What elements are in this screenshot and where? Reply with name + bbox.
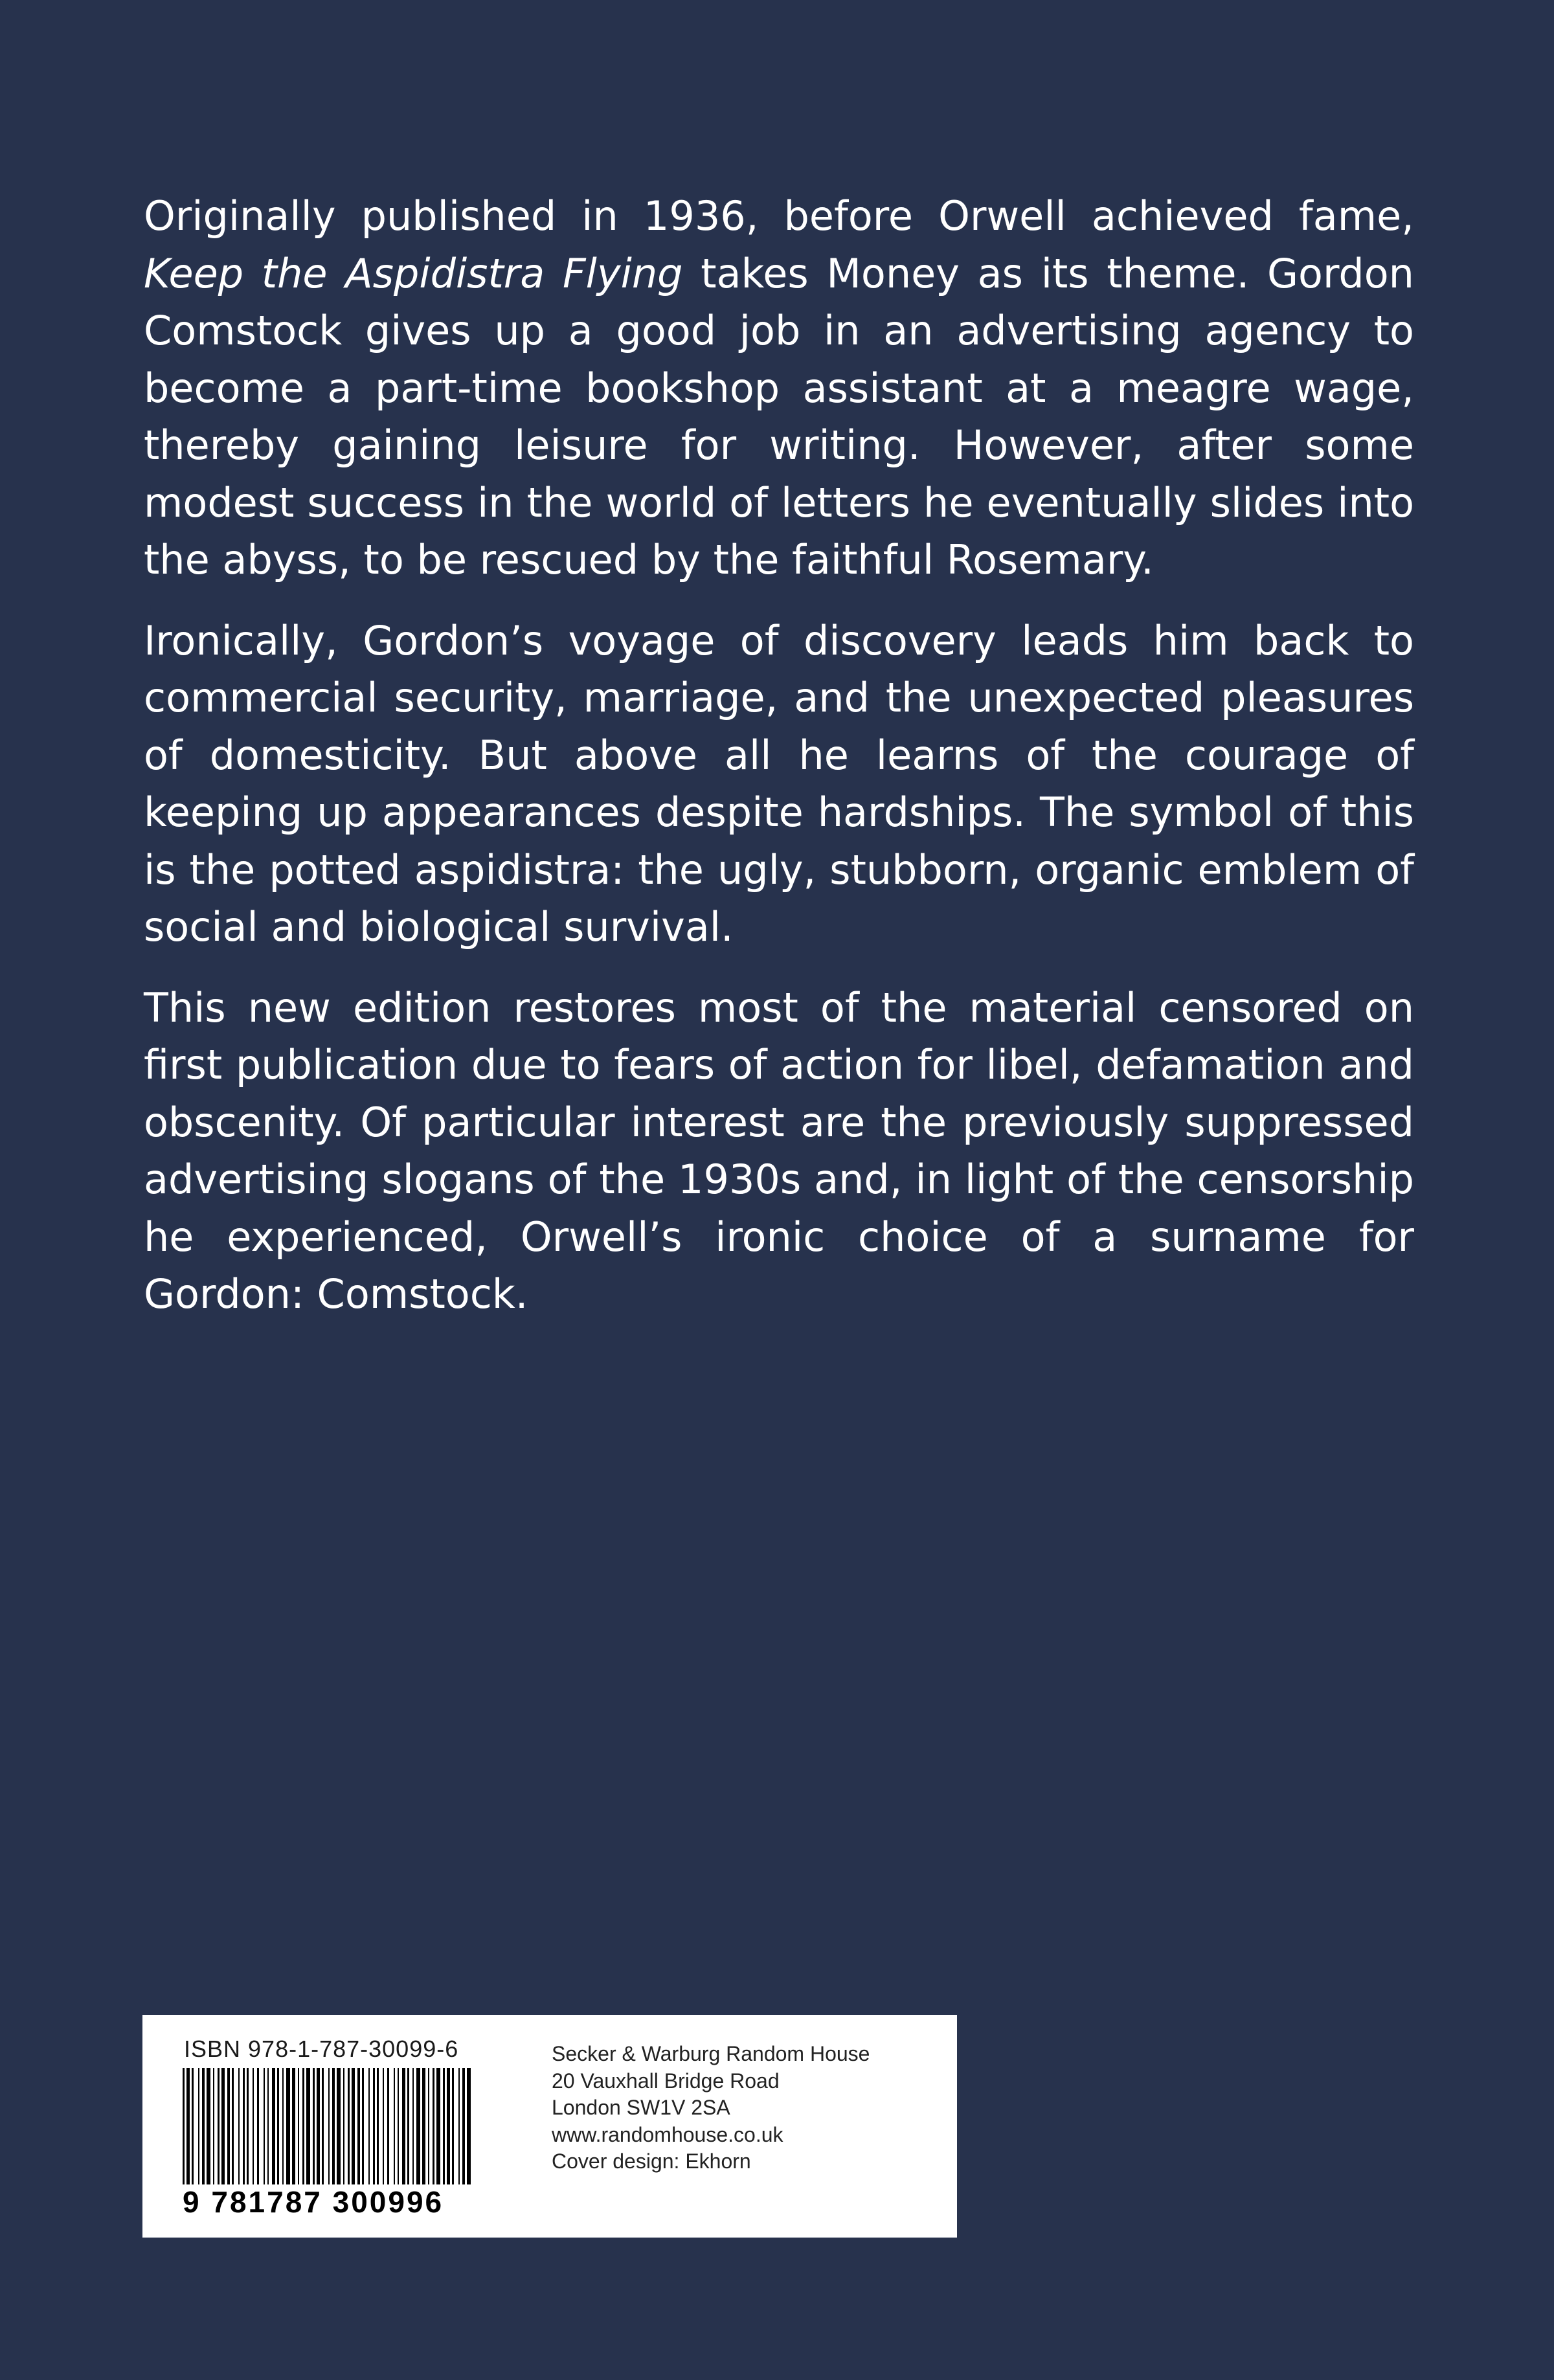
barcode-bar xyxy=(282,2068,284,2184)
barcode-bar xyxy=(332,2068,335,2184)
barcode-bar xyxy=(368,2068,370,2184)
barcode-bar xyxy=(292,2068,295,2184)
barcode-bar xyxy=(328,2068,330,2184)
publisher-address-line2: London SW1V 2SA xyxy=(552,2096,730,2119)
barcode-bar xyxy=(452,2068,454,2184)
barcode-bar xyxy=(264,2068,265,2184)
barcode-bar xyxy=(436,2068,440,2184)
barcode-bar xyxy=(343,2068,344,2184)
barcode-bar xyxy=(313,2068,315,2184)
barcode-bar xyxy=(286,2068,290,2184)
isbn-number: ISBN 978-1-787-30099-6 xyxy=(184,2036,459,2062)
barcode-bar xyxy=(458,2068,460,2184)
barcode-bar xyxy=(238,2068,240,2184)
barcode-bar xyxy=(402,2068,405,2184)
publisher-address-line1: 20 Vauxhall Bridge Road xyxy=(552,2069,780,2093)
publisher-info xyxy=(552,2041,870,2175)
barcode-bar xyxy=(207,2068,210,2184)
barcode-bar xyxy=(202,2068,205,2184)
barcode-bar xyxy=(243,2068,245,2184)
barcode-bar xyxy=(348,2068,350,2184)
barcode-bar xyxy=(394,2068,395,2184)
barcode-bar xyxy=(433,2068,434,2184)
blurb-paragraph-2: Ironically, Gordon’s voyage of discovery leads him back to commercial security, marriage, and the unexpected pleasures of domesticity. But above all he learns of the courage of keeping up appearances despite hardships. The symbol of this is the potted aspidistra: the ugly, stubborn, organic emblem of social and biological survival. xyxy=(144,616,1414,950)
barcode-bar xyxy=(443,2068,445,2184)
barcode-bar xyxy=(247,2068,249,2184)
barcode-bar xyxy=(428,2068,429,2184)
barcode-bar xyxy=(302,2068,304,2184)
barcode-digits: 9 781787 300996 xyxy=(183,2185,444,2219)
barcode-bar xyxy=(352,2068,355,2184)
back-cover-blurb xyxy=(144,188,1414,1347)
barcode-label xyxy=(142,2015,957,2238)
barcode-bar xyxy=(337,2068,341,2184)
publisher-website: www.randomhouse.co.uk xyxy=(552,2122,783,2146)
barcode-bar xyxy=(267,2068,269,2184)
blurb-p1-rest: takes Money as its theme. Gordon Comstock gives up a good job in an advertising agency to become a part-time bookshop assistant at a meagre wage, thereby gaining leisure for writing. However, after some modest success in the world of letters he eventually slides into the abyss, to be rescued by the faithful Rosemary. xyxy=(144,249,1414,583)
book-title: Keep the Aspidistra Flying xyxy=(144,249,683,297)
barcode-bar xyxy=(218,2068,220,2184)
barcode-bar xyxy=(257,2068,259,2184)
barcode-bar xyxy=(357,2068,360,2184)
barcode-bar xyxy=(213,2068,214,2184)
barcode-bar xyxy=(377,2068,379,2184)
barcode-bar xyxy=(221,2068,225,2184)
cover-design-credit: Cover design: Ekhorn xyxy=(552,2150,751,2173)
barcode-bar xyxy=(232,2068,234,2184)
barcode-bar xyxy=(447,2068,450,2184)
barcode-bar xyxy=(183,2068,185,2184)
barcode-bar xyxy=(306,2068,310,2184)
barcode-bar xyxy=(412,2068,414,2184)
barcode-bar xyxy=(373,2068,375,2184)
barcode-bar xyxy=(227,2068,230,2184)
barcode-bar xyxy=(398,2068,399,2184)
barcode-bar xyxy=(407,2068,409,2184)
barcode-bar xyxy=(317,2068,320,2184)
barcode-bar xyxy=(322,2068,324,2184)
blurb-paragraph-3: This new edition restores most of the material censored on first publication due to fears of action for libel, defamation and obscenity. Of particular interest are the previously suppressed advertising slogans of the 1930s and, in light of the censorship he experienced, Orwell’s ironic choice of a surname for Gordon: Comstock. xyxy=(144,983,1414,1318)
barcode-bar xyxy=(198,2068,199,2184)
barcode-bar xyxy=(416,2068,420,2184)
barcode-bar xyxy=(192,2068,194,2184)
barcode-bar xyxy=(362,2068,364,2184)
blurb-paragraph-1 xyxy=(144,188,1414,589)
barcode-bar xyxy=(462,2068,465,2184)
blurb-p1-lead: Originally published in 1936, before Orwell achieved fame, xyxy=(144,192,1414,240)
barcode-bar xyxy=(272,2068,275,2184)
publisher-name: Secker & Warburg Random House xyxy=(552,2042,870,2065)
barcode-bar xyxy=(186,2068,190,2184)
barcode-bar xyxy=(253,2068,254,2184)
barcode-bar xyxy=(298,2068,299,2184)
barcode-bar xyxy=(387,2068,389,2184)
barcode-bar xyxy=(467,2068,471,2184)
barcode xyxy=(183,2068,474,2184)
barcode-bar xyxy=(383,2068,384,2184)
barcode-bar xyxy=(422,2068,425,2184)
barcode-bar xyxy=(277,2068,279,2184)
